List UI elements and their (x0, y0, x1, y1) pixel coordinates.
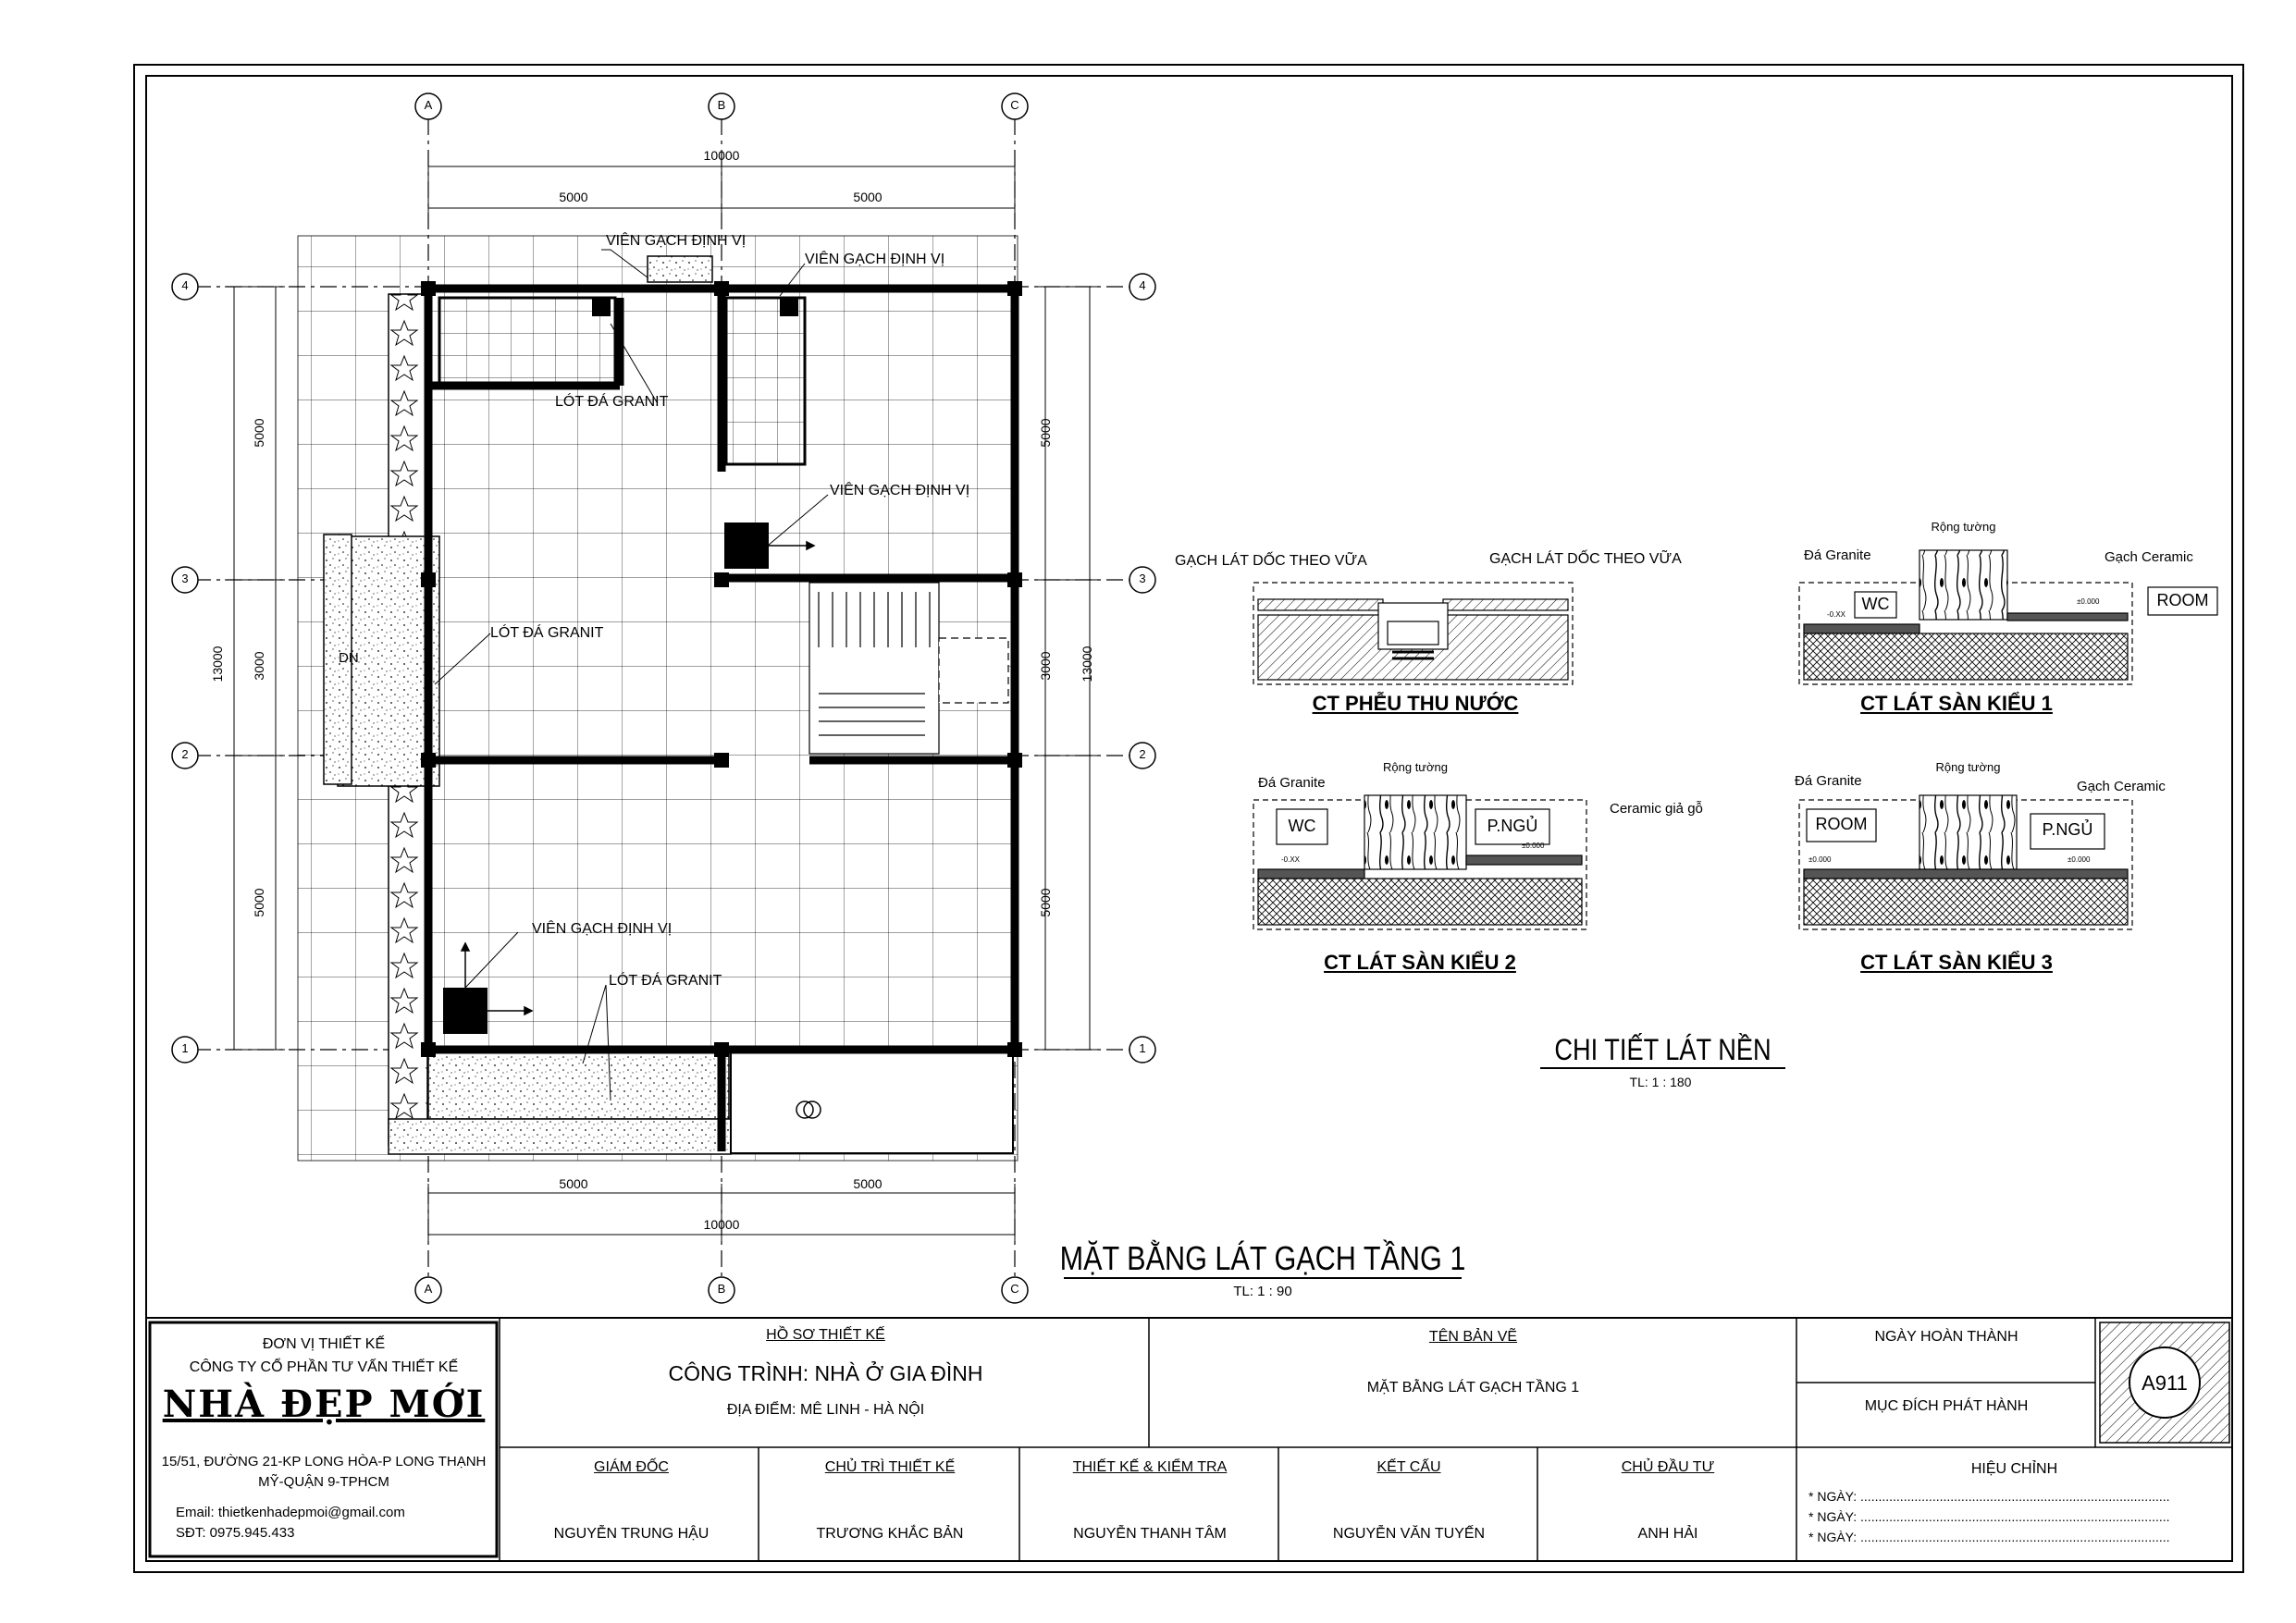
d4-right-label: Gạch Ceramic (2077, 779, 2166, 794)
dim-half-top-right: 5000 (853, 190, 883, 204)
main-title: MẶT BẰNG LÁT GẠCH TẦNG 1 (1059, 1239, 1466, 1277)
d4-room-right: P.NGỦ (2042, 820, 2093, 839)
title-block (146, 1318, 2232, 1561)
d3-room-right: P.NGỦ (1487, 817, 1538, 835)
d1-right-label: GẠCH LÁT DỐC THEO VỮA (1489, 551, 1682, 567)
axis-label-a-bottom: A (424, 1282, 433, 1296)
detail-scale: TL: 1 : 180 (1629, 1075, 1692, 1089)
tb-address-2: MỸ-QUẬN 9-TPHCM (258, 1474, 389, 1490)
tb-location: ĐỊA ĐIỂM: MÊ LINH - HÀ NỘI (726, 1402, 925, 1418)
tb-ho-so-label: HỒ SƠ THIẾT KẾ (766, 1327, 885, 1343)
dim-half-bottom-left: 5000 (559, 1176, 588, 1191)
axis-label-b-top: B (717, 98, 726, 112)
d2-room-right: ROOM (2156, 591, 2209, 609)
d4-room-left: ROOM (1815, 815, 1868, 833)
detail-title: CHI TIẾT LÁT NỀN (1554, 1033, 1771, 1066)
tb-name-2: TRƯƠNG KHẮC BẢN (816, 1526, 964, 1542)
d2-level-right: ±0.000 (2077, 597, 2100, 606)
d3-room-left: WC (1288, 817, 1316, 835)
axis-label-3-right: 3 (1139, 572, 1146, 585)
d3-level-right: ±0.000 (1522, 842, 1545, 850)
tb-phone: SĐT: 0975.945.433 (176, 1525, 295, 1541)
tb-ngay-line-1: * NGÀY: ...................................................................................... (1808, 1489, 2170, 1504)
d2-right-label: Gạch Ceramic (2105, 549, 2193, 565)
d2-title: CT LÁT SÀN KIỂU 1 (1860, 692, 2053, 715)
main-scale: TL: 1 : 90 (1233, 1284, 1292, 1299)
d3-left-label: Đá Granite (1258, 775, 1326, 791)
label-vien-gach-3: VIÊN GẠCH ĐỊNH VỊ (830, 483, 970, 498)
dim-span-left-3: 5000 (252, 888, 266, 917)
axis-label-c-bottom: C (1010, 1282, 1019, 1296)
label-lot-granit-2: LÓT ĐÁ GRANIT (490, 625, 604, 641)
dim-span-right-3: 5000 (1038, 888, 1053, 917)
tb-ngay-line-2: * NGÀY: ...................................................................................... (1808, 1509, 2170, 1524)
axis-label-b-bottom: B (717, 1282, 726, 1296)
d4-width-label: Rộng tường (1935, 760, 2001, 774)
tb-name-5: ANH HẢI (1637, 1526, 1698, 1542)
dim-total-top: 10000 (703, 148, 740, 163)
axis-label-3-left: 3 (181, 572, 189, 585)
d3-title: CT LÁT SÀN KIỂU 2 (1324, 951, 1516, 974)
tb-muc-dich: MỤC ĐÍCH PHÁT HÀNH (1864, 1398, 2029, 1414)
tb-sheet-number: A911 (2142, 1371, 2188, 1395)
label-vien-gach-1: VIÊN GẠCH ĐỊNH VỊ (606, 233, 747, 249)
dim-span-right-1: 5000 (1038, 418, 1053, 448)
tb-role-1: GIÁM ĐỐC (594, 1459, 669, 1475)
d3-width-label: Rộng tường (1383, 760, 1448, 774)
tb-hieu-chinh: HIỆU CHỈNH (1970, 1461, 2058, 1477)
d3-level-left: -0.XX (1281, 855, 1301, 864)
dim-span-left-1: 5000 (252, 418, 266, 448)
dim-total-right: 13000 (1080, 646, 1094, 682)
tb-ngay-hoan-thanh: NGÀY HOÀN THÀNH (1874, 1329, 2018, 1345)
d2-level-left: -0.XX (1827, 610, 1846, 619)
axis-label-4-right: 4 (1139, 278, 1146, 292)
dim-half-top-left: 5000 (559, 190, 588, 204)
detail-drawings (1253, 550, 2217, 929)
tb-role-5: CHỦ ĐẦU TƯ (1621, 1459, 1715, 1475)
tb-role-2: CHỦ TRÌ THIẾT KẾ (824, 1459, 956, 1475)
dim-span-left-2: 3000 (252, 651, 266, 681)
tb-ten-ban-ve-label: TÊN BẢN VẼ (1428, 1329, 1518, 1345)
tb-brand-logo: NHÀ ĐẸP MỚI (162, 1383, 486, 1426)
axis-label-4-left: 4 (181, 278, 189, 292)
label-dn: DN (339, 650, 359, 666)
tb-name-1: NGUYỄN TRUNG HẬU (553, 1526, 710, 1542)
axis-label-1-right: 1 (1139, 1041, 1146, 1055)
d4-level-right: ±0.000 (2068, 855, 2091, 864)
d1-title: CT PHỄU THU NƯỚC (1312, 692, 1519, 715)
d4-left-label: Đá Granite (1795, 773, 1862, 789)
detail-floor-type-1 (1799, 550, 2217, 684)
tb-email: Email: thietkenhadepmoi@gmail.com (176, 1505, 405, 1520)
d2-width-label: Rộng tường (1931, 520, 1996, 534)
floor-plan (172, 93, 1155, 1303)
label-lot-granit-3: LÓT ĐÁ GRANIT (609, 973, 722, 989)
axis-label-a-top: A (424, 98, 433, 112)
detail-floor-type-2 (1253, 795, 1586, 929)
axis-label-1-left: 1 (181, 1041, 189, 1055)
d2-left-label: Đá Granite (1804, 547, 1871, 563)
d4-level-left: ±0.000 (1808, 855, 1832, 864)
d4-title: CT LÁT SÀN KIỂU 3 (1860, 951, 2053, 974)
tb-name-4: NGUYỄN VĂN TUYẾN (1332, 1526, 1486, 1542)
tb-role-3: THIẾT KẾ & KIỂM TRA (1072, 1459, 1228, 1475)
tb-ten-ban-ve: MẶT BẰNG LÁT GẠCH TẦNG 1 (1366, 1380, 1580, 1396)
d2-room-left: WC (1861, 595, 1890, 613)
axis-label-2-left: 2 (181, 747, 189, 761)
dim-half-bottom-right: 5000 (853, 1176, 883, 1191)
tb-unit-label: ĐƠN VỊ THIẾT KẾ (262, 1336, 386, 1352)
tb-company: CÔNG TY CỔ PHẦN TƯ VẤN THIẾT KẾ (189, 1359, 459, 1375)
label-vien-gach-2: VIÊN GẠCH ĐỊNH VỊ (805, 252, 945, 267)
tb-address-1: 15/51, ĐƯỜNG 21-KP LONG HÒA-P LONG THẠNH (161, 1454, 487, 1469)
dim-total-bottom: 10000 (703, 1217, 740, 1232)
d1-left-label: GẠCH LÁT DỐC THEO VỮA (1175, 553, 1367, 569)
dim-span-right-2: 3000 (1038, 651, 1053, 681)
tb-project: CÔNG TRÌNH: NHÀ Ở GIA ĐÌNH (668, 1361, 983, 1385)
tb-name-3: NGUYỄN THANH TÂM (1073, 1526, 1227, 1542)
tb-ngay-line-3: * NGÀY: ...................................................................................... (1808, 1530, 2170, 1544)
label-vien-gach-4: VIÊN GẠCH ĐỊNH VỊ (532, 921, 673, 937)
dim-total-left: 13000 (210, 646, 225, 682)
axis-label-2-right: 2 (1139, 747, 1146, 761)
detail-drain (1253, 583, 1573, 684)
label-lot-granit-1: LÓT ĐÁ GRANIT (555, 394, 669, 410)
axis-label-c-top: C (1010, 98, 1019, 112)
d3-right-label: Ceramic giả gỗ (1610, 801, 1703, 817)
tb-role-4: KẾT CẤU (1376, 1459, 1441, 1475)
